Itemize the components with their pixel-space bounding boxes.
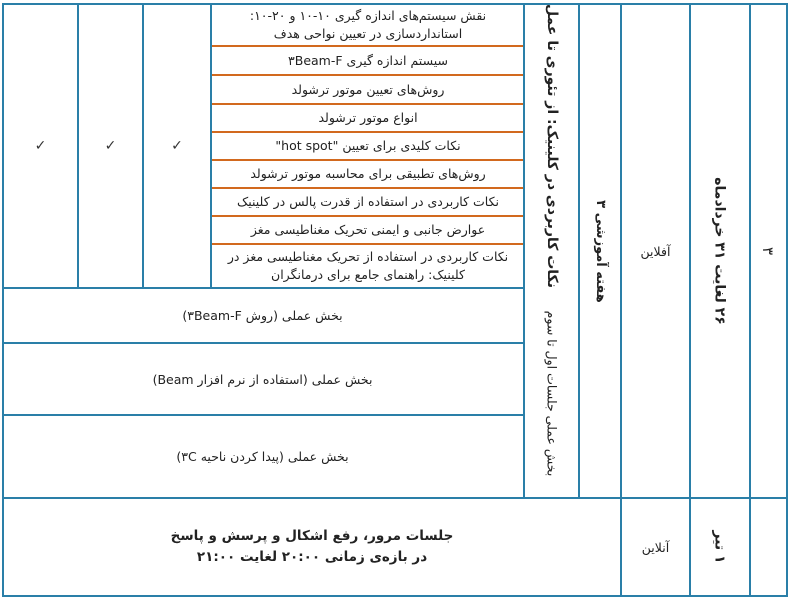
- online-session-description: [4, 499, 620, 595]
- session-number: ۳: [759, 246, 778, 256]
- session-mode: آفلاین: [640, 243, 671, 259]
- topic-item: نکات کاربردی در استفاده از تحریک مغناطیسی مغز در کلینیک: راهنمای جامع برای درمانگران: [227, 249, 509, 282]
- check-mark-icon: ✓: [171, 138, 183, 154]
- topic-item: نکات کاربردی در استفاده از قدرت پالس در کلینیک: [237, 194, 499, 209]
- practical-item: بخش عملی (روش ۳Beam-F): [182, 308, 343, 323]
- online-date: ۱ تیر: [711, 530, 728, 564]
- practical-item: بخش عملی (پیدا کردن ناحیه ۳C): [176, 449, 349, 464]
- practical-item: بخش عملی (استفاده از نرم افزار Beam): [152, 371, 373, 387]
- topic-item: عوارض جانبی و ایمنی تحریک مغناطیسی مغز: [250, 222, 486, 237]
- topic-item: نکات کلیدی برای تعیین "hot spot": [275, 138, 461, 153]
- session-date: ۲۶ لغایت ۳۱ خردادماه: [712, 177, 728, 325]
- online-mode: آنلاین: [641, 539, 670, 555]
- week-label: هفته آموزشی ۳: [592, 199, 608, 303]
- online-line-2: در بازه‌ی زمانی ۲۰:۰۰ لغایت ۲۱:۰۰: [196, 549, 428, 565]
- topic-item: انواع موتور ترشولد: [318, 110, 418, 125]
- practical-section-label: بخش عملی جلسات اول تا سوم: [544, 310, 559, 476]
- topic-item: سیستم اندازه گیری ۳Beam-F: [288, 52, 448, 68]
- schedule-table: [2, 3, 788, 597]
- topic-item: نقش سیستم‌های اندازه گیری ۱۰-۱۰ و ۲۰-۱۰: استانداردسازی در تعیین نواحی هدف: [249, 8, 487, 41]
- topic-item: روش‌های تعیین موتور ترشولد: [291, 81, 445, 97]
- section-title: نکات کاربردی در کلینیک: از تئوری تا عمل: [543, 4, 560, 288]
- check-mark-icon: ✓: [34, 138, 47, 154]
- topic-item: روش‌های تطبیقی برای محاسبه موتور ترشولد: [250, 166, 486, 181]
- check-mark-icon: ✓: [104, 138, 117, 154]
- online-line-1: جلسات مرور، رفع اشکال و پرسش و پاسخ: [170, 528, 454, 544]
